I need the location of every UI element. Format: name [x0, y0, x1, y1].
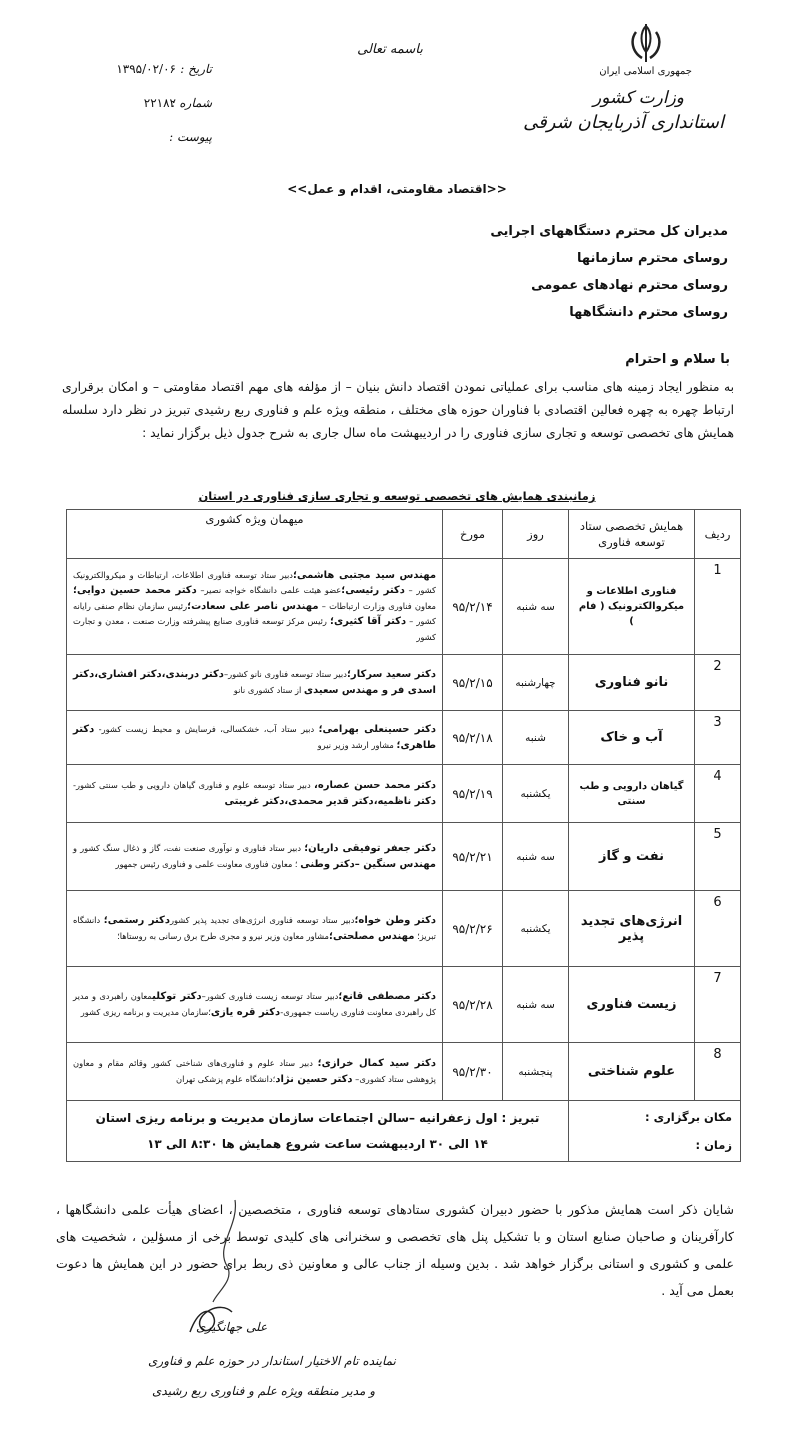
- row-guests: [67, 967, 443, 1043]
- iran-emblem-icon: [626, 22, 666, 66]
- row-title: نانو فناوری: [569, 655, 695, 711]
- slogan: <<اقتصاد مقاومتی، اقدام و عمل>>: [287, 182, 507, 196]
- row-date: ۹۵/۲/۱۹: [443, 765, 503, 823]
- guest-role: دبیر ستاد توسعه فناوری نانو کشور–: [223, 669, 347, 679]
- signer-title: و مدیر منطقه ویژه علم و فناوری ربع رشیدی: [152, 1384, 376, 1398]
- row-index: 1: [695, 559, 741, 655]
- guest-role: دانشگاه تبریز؛: [73, 915, 436, 941]
- guest-role: از ستاد کشوری نانو: [233, 684, 304, 695]
- row-index: 3: [695, 711, 741, 765]
- guest-role: دبیر ستاد توسعه فناوری اطلاعات، ارتباطات و میکروالکترونیک کشور –: [73, 569, 436, 596]
- row-guests: [67, 765, 443, 823]
- greeting: با سلام و احترام: [625, 352, 730, 367]
- guest-role: ؛دانشگاه علوم پزشکی تهران: [176, 1073, 276, 1084]
- guest-name: دکتر دربندی،دکتر افشاری،دکتر اسدی فر و مهندس سعیدی: [73, 669, 436, 696]
- intro-paragraph: به منظور ایجاد زمینه های مناسب برای عملیاتی نمودن اقتصاد دانش بنیان – از مؤلفه های مهم اقتصاد مقاومتی – و امکان برقراری ارتباط چهره به چهره فعالین اقتصادی با فناوران حوزه های مختلف ، منطقه ویژه علم و فناوری ربع رشیدی تبریز در نظر دارد سلسله همایش های تخصصی توسعه و تجاری سازی فناوری را در اردیبهشت ماه سال جاری به شرح جدول ذیل برگزار نماید :: [62, 380, 734, 440]
- row-guests: [67, 1043, 443, 1101]
- row-date: ۹۵/۲/۱۴: [443, 559, 503, 655]
- row-title: انرژی‌های تجدید پذیر: [569, 891, 695, 967]
- bismillah: باسمه تعالی: [357, 42, 423, 57]
- row-title: آب و خاک: [569, 711, 695, 765]
- header-day: روز: [503, 510, 569, 559]
- guest-role: دبیر ستاد آب، خشکسالی، فرسایش و محیط زیست کشور-: [94, 724, 319, 734]
- government-line: جمهوری اسلامی ایران: [599, 66, 692, 77]
- number-value: ۲۲۱۸۲: [143, 96, 176, 110]
- row-date: ۹۵/۲/۲۱: [443, 823, 503, 891]
- guest-name: دکتر سعید سرکار؛: [346, 669, 436, 680]
- addressee-list: [490, 218, 728, 326]
- header-title-line: همایش تخصصی ستاد: [579, 519, 684, 533]
- row-index: 2: [695, 655, 741, 711]
- row-guests: [67, 711, 443, 765]
- header-guests: میهمان ویژه کشوری: [67, 510, 443, 559]
- addressee-item: روسای محترم دانشگاهها: [569, 305, 728, 320]
- guest-name: دکتر وطن خواه؛: [354, 915, 437, 926]
- row-title: زیست فناوری: [569, 967, 695, 1043]
- time-text: ۱۴ الی ۳۰ اردیبهشت ساعت شروع همایش ها ۸:۳۰ الی ۱۳: [147, 1137, 488, 1151]
- guest-role: دبیر ستاد توسعه فناوری انرژی‌های تجدید پذیر کشور: [169, 915, 355, 925]
- row-title: نفت و گاز: [569, 823, 695, 891]
- row-index: 8: [695, 1043, 741, 1101]
- venue-row: [67, 1101, 741, 1162]
- table-row: [67, 823, 741, 891]
- guest-role: مشاور معاون وزیر نیرو و مجری طرح برق رسانی به روستاها؛: [117, 930, 329, 941]
- table-title: زمانبندی همایش های تخصصی توسعه و تجاری سازی فناوری در استان: [198, 489, 596, 503]
- table-header-row: [67, 510, 741, 559]
- guest-name: مهندس ناصر علی سعادت؛: [187, 600, 319, 612]
- row-index: 6: [695, 891, 741, 967]
- table-row: [67, 559, 741, 655]
- guest-name: دکتر توکلی: [152, 991, 202, 1002]
- addressee-item: مدیران کل محترم دستگاههای اجرایی: [490, 224, 728, 239]
- row-index: 7: [695, 967, 741, 1043]
- row-day: سه شنبه: [503, 559, 569, 655]
- guest-name: مهندس مصلحتی؛: [328, 930, 415, 942]
- date-label: تاریخ :: [180, 62, 212, 76]
- row-guests: [67, 559, 443, 655]
- signer-name: علی جهانگیری: [196, 1320, 268, 1334]
- row-day: یکشنبه: [503, 765, 569, 823]
- row-day: یکشنبه: [503, 891, 569, 967]
- guest-role: دبیر ستاد فناوری و نوآوری صنعت نفت، گاز و ذغال سنگ کشور و: [73, 843, 305, 853]
- addressee-item: روسای محترم سازمانها: [577, 251, 728, 266]
- table-row: [67, 967, 741, 1043]
- guest-name: دکتر حسینعلی بهرامی؛: [318, 724, 436, 735]
- guest-role: ؛ معاون فناوری معاونت علمی و فناوری رئیس جمهور: [115, 858, 301, 869]
- guest-role: دبیر ستاد توسعه زیست فناوری کشور–: [201, 991, 339, 1001]
- row-guests: [67, 655, 443, 711]
- row-day: سه شنبه: [503, 967, 569, 1043]
- number-label: شماره :: [171, 96, 212, 110]
- guest-name: دکتر حسین نژاد: [275, 1073, 353, 1085]
- signature-flourish-icon: [205, 1196, 245, 1306]
- row-date: ۹۵/۲/۱۸: [443, 711, 503, 765]
- row-day: شنبه: [503, 711, 569, 765]
- row-date: ۹۵/۲/۱۵: [443, 655, 503, 711]
- header-idx: ردیف: [695, 510, 741, 559]
- header-title-line: توسعه فناوری: [598, 535, 665, 549]
- guest-role: معاون فناوری وزارت ارتباطات –: [318, 600, 436, 611]
- header-title: [569, 510, 695, 559]
- guest-name: دکتر محمد حسین دوایی؛: [73, 585, 197, 597]
- guest-role: دبیر ستاد علوم و فناوری‌های شناختی کشور وقائم مقام و معاون پژوهشی ستاد کشوری–: [73, 1058, 436, 1084]
- guest-name: مهندس سید مجتبی هاشمی؛: [292, 569, 437, 581]
- row-title: علوم شناختی: [569, 1043, 695, 1101]
- guest-name: دکتر جعفر توفیقی داریان؛: [304, 843, 436, 854]
- guest-name: دکتر آقا کثیری؛: [329, 616, 407, 628]
- row-title: گیاهان دارویی و طب سنتی: [569, 765, 695, 823]
- guest-role: عضو هیئت علمی دانشگاه خواجه نصیر–: [196, 585, 342, 596]
- row-title: فناوری اطلاعات و میکروالکترونیک ( فام ): [569, 559, 695, 655]
- guest-name: دکتر قره یازی: [210, 1006, 281, 1018]
- attachment-label: پیوست :: [169, 130, 212, 144]
- guest-name: دکتر محمد حسن عصاره،: [314, 780, 436, 791]
- row-guests: [67, 823, 443, 891]
- schedule-table: [66, 509, 741, 1162]
- header-date: مورخ: [443, 510, 503, 559]
- time-label: زمان :: [695, 1138, 732, 1152]
- venue-details: [67, 1101, 569, 1162]
- addressee-item: روسای محترم نهادهای عمومی: [531, 278, 728, 293]
- guest-name: دکتر ناظمیه،دکتر قدیر محمدی،دکتر غریبتی: [224, 795, 436, 807]
- row-index: 4: [695, 765, 741, 823]
- guest-role: ؛سازمان مدیریت و برنامه ریزی کشور: [80, 1006, 211, 1017]
- table-row: [67, 711, 741, 765]
- table-row: [67, 655, 741, 711]
- closing-paragraph: شایان ذکر است همایش مذکور با حضور دبیران کشوری ستادهای توسعه فناوری ، متخصصین ، اعضای هیأت علمی دانشگاهها ، کارآفرینان و صاحبان صنایع استان و با تشکیل پنل های تخصصی و سخنرانی های کلیدی توسط برخی از مسؤلین ، شخصیت های علمی و کشوری و استانی برگزار خواهد شد . بدین وسیله از جناب عالی و معاونین ذی ربط برای حضور در این همایش ها دعوت بعمل می آید .: [56, 1202, 734, 1298]
- governorate-line: استانداری آذربایجان شرقی: [523, 112, 724, 133]
- place-text: تبریز : اول زعفرانیه –سالن اجتماعات سازمان مدیریت و برنامه ریزی استان: [95, 1111, 540, 1125]
- ministry-line: وزارت کشور: [592, 88, 684, 108]
- letter-meta: [92, 62, 212, 164]
- guest-role: رئیس مرکز توسعه فناوری صنایع پیشرفته وزارت صنعت ، معدن و تجارت کشور: [73, 616, 436, 642]
- guest-name: مهندس سنگین –دکتر وطنی: [300, 858, 436, 870]
- row-index: 5: [695, 823, 741, 891]
- row-day: چهارشنبه: [503, 655, 569, 711]
- table-row: [67, 765, 741, 823]
- date-value: ۱۳۹۵/۰۲/۰۶: [116, 62, 176, 76]
- row-date: ۹۵/۲/۳۰: [443, 1043, 503, 1101]
- signer-title: نماینده تام الاختیار استاندار در حوزه علم و فناوری: [148, 1354, 396, 1368]
- place-label: مکان برگزاری :: [645, 1110, 732, 1124]
- guest-role: معاون راهبردی و مدیر کل راهبردی معاونت فناوری ریاست جمهوری-: [73, 991, 436, 1017]
- venue-labels: [569, 1101, 741, 1162]
- row-date: ۹۵/۲/۲۸: [443, 967, 503, 1043]
- guest-role: رئیس سازمان نظام صنفی رایانه کشور –: [73, 600, 436, 627]
- table-row: [67, 891, 741, 967]
- guest-role: دبیر ستاد توسعه علوم و فناوری گیاهان دارویی و طب سنتی کشور-: [73, 780, 315, 790]
- row-date: ۹۵/۲/۲۶: [443, 891, 503, 967]
- guest-name: دکتر طاهری؛: [73, 724, 436, 751]
- row-day: پنجشنبه: [503, 1043, 569, 1101]
- guest-name: دکتر مصطفی قانع؛: [338, 991, 436, 1002]
- guest-name: دکتر سید کمال خرازی؛: [317, 1058, 436, 1069]
- table-row: [67, 1043, 741, 1101]
- row-guests: [67, 891, 443, 967]
- guest-role: مشاور ارشد وزیر نیرو: [317, 739, 397, 750]
- guest-name: دکتر رئیسی؛: [341, 585, 405, 597]
- row-day: سه شنبه: [503, 823, 569, 891]
- guest-name: دکتر رستمی؛: [103, 915, 170, 926]
